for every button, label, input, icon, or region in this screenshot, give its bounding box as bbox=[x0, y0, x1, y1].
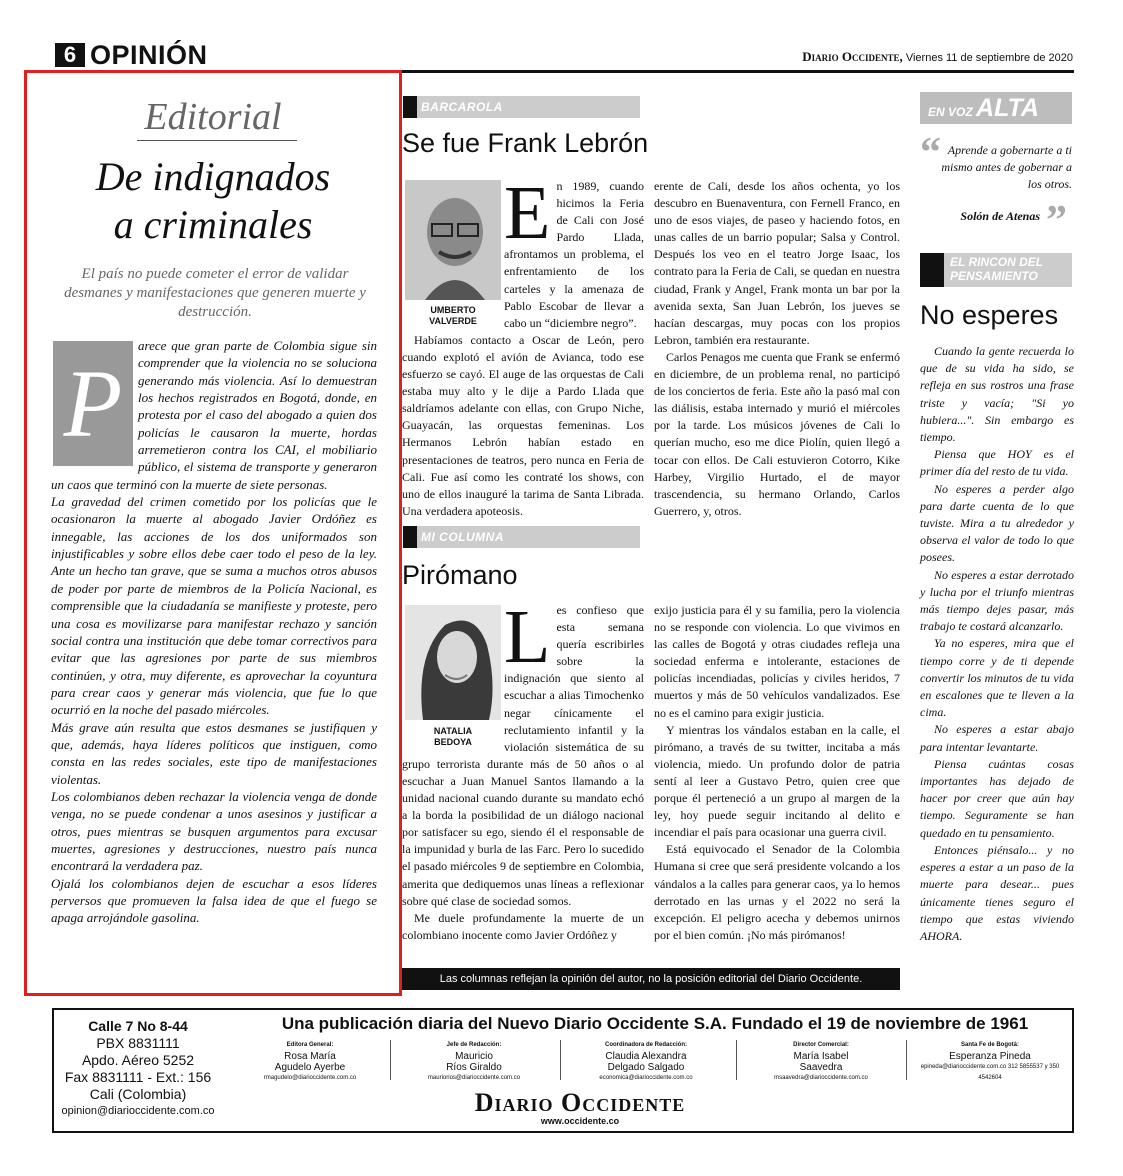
staff-divider bbox=[906, 1040, 907, 1080]
staff-credit: Santa Fe de Bogotá: Esperanza Pineda epineda@diarioccidente.com.co 312 5855537 y 350 4542604 bbox=[920, 1042, 1060, 1081]
rincon-tag: EL RINCON DEL PENSAMIENTO bbox=[920, 253, 1072, 287]
mi-columna-headline: Pirómano bbox=[402, 560, 518, 590]
editorial-dropcap: P bbox=[53, 341, 133, 466]
staff-credit: Editora General: Rosa María Agudelo Ayerbe rmagudelo@diarioccidente.com.co bbox=[263, 1042, 357, 1081]
rincon-paragraph: Cuando la gente recuerda lo que de su vida ha sido, se refleja en sus rostros una frase triste y vacía; "Si yo hubiera...". Sin embargo es tiempo. bbox=[920, 344, 1074, 445]
publication-statement: Una publicación diaria del Nuevo Diario Occidente S.A. Fundado el 19 de noviembre de 1961 bbox=[281, 1014, 1029, 1033]
staff-credit: Jefe de Redacción: Mauricio Ríos Giraldo mauriorios@diarioccidente.com.co bbox=[427, 1042, 521, 1081]
mi-columna-tag: MI COLUMNA bbox=[403, 526, 640, 548]
rincon-paragraph: Entonces piénsalo... y no esperes a estar a un paso de la muerte para desear... pues únicamente tienes seguro el tiempo que estas viviendo AHORA. bbox=[920, 842, 1074, 943]
staff-divider bbox=[560, 1040, 561, 1080]
en-voz-alta-tag: EN VOZ ALTA bbox=[920, 92, 1072, 124]
editorial-subtitle: El país no puede cometer el error de validar desmanes y manifestaciones que generen muerte y destrucción. bbox=[64, 266, 366, 320]
barcarola-lead: n 1989, cuando hicimos la Feria de Cali con José Pardo Llada, afrontamos un problema, el enfrentamiento de los carteles y la amenaza de Pablo Escobar de llevar a cabo un “diciembre negro”. bbox=[504, 179, 644, 330]
barcarola-tag: BARCAROLA bbox=[403, 96, 640, 118]
headline-line-2: a criminales bbox=[113, 202, 313, 247]
headline-line-1: De indignados bbox=[95, 154, 331, 199]
page-number: 6 bbox=[55, 43, 85, 67]
author-caption: UMBERTO VALVERDE bbox=[429, 305, 477, 326]
rincon-headline: No esperes bbox=[920, 300, 1059, 330]
barcarola-headline: Se fue Frank Lebrón bbox=[402, 128, 649, 158]
rincon-paragraph: Piensa que HOY es el primer día del resto de tu vida. bbox=[920, 447, 1074, 479]
editorial-body bbox=[51, 337, 377, 927]
disclaimer-bar: Las columnas reflejan la opinión del autor, no la posición editorial del Diario Occidente. bbox=[402, 968, 900, 990]
quote-text: Aprende a gobernarte a ti mismo antes de gobernar a los otros. bbox=[941, 143, 1072, 191]
mi-columna-column-1 bbox=[402, 602, 644, 962]
barcarola-column-2 bbox=[654, 178, 900, 518]
staff-divider bbox=[390, 1040, 391, 1080]
barcarola-column-1 bbox=[402, 178, 644, 518]
editorial-paragraph: La gravedad del crimen cometido por los policías que le ocasionaron la muerte al abogado Javier Ordóñez es innegable, las acciones de los dos uniformados son injustificables y sobre ellos debe caer todo el peso de la ley. Ante un hecho tan grave, que se suma a muchos otros abusos de poder por parte de miembros de la Policía Nacional, es comprensible que la ciudadanía se manifieste y proteste, pero una cosa es movilizarse para manifestar rechazo y sanción social contra una institución que debe tomar correctivos para evitar que las agresiones por parte de sus miembros continúen, y otra, muy diferente, es aprovechar la coyuntura para crear caos y generar más violencia, que fue lo que ocurrió en la noche del pasado miércoles. bbox=[51, 494, 377, 718]
editorial-paragraph: arece que gran parte de Colombia sigue sin comprender que la violencia no se soluciona generando más violencia. Así lo demuestran los hechos registrados en Bogotá, donde, en protesta por el caso del abogado a quien dos policías le causaron la muerte, hordas arremetieron contra los CAI, el mobiliario público, el sistema de transporte y generaron un caos que terminó con la muerte de siete personas. bbox=[51, 338, 377, 492]
article-paragraph: años o al escuchar a Juan Manuel Santos llamando a la unidad nacional cuando durante su mandato echó a la borda la posibilidad de un diálogo nacional por satisfacer su ego, siendo él el responsable de la impunidad y burla de las Farc. Pero lo sucedido el pasado miércoles 9 de septiembre en Colombia, amerita que dediquemos unas líneas a reflexionar sobre qué clase de sociedad somos. bbox=[402, 756, 644, 908]
editorial-paragraph: Los colombianos deben rechazar la violencia venga de donde venga, no se puede condenar a unos asesinos y justificar a otros, pues mientras se busquen argumentos para excusar muertes, agresiones y destrucciones, nuestro país nunca encontrará la verdadera paz. bbox=[51, 788, 377, 874]
article-paragraph: Me duele profundamente la muerte de un colombiano inocente como Javier Ordóñez y bbox=[402, 910, 644, 942]
paper-name: Diario Occidente, bbox=[802, 49, 903, 64]
article-paragraph: Está equivocado el Senador de la Colombia Humana si cree que será presidente volcando a los vándalos a la calles para generar caos, ya lo hemos derrotado en las urnas y el 2022 no será la excepción. El peligro acecha y debemos unirnos por el bien común. ¡No más pirómanos! bbox=[654, 842, 900, 942]
editorial-paragraph: Ojalá los colombianos dejen de escuchar a esos líderes perversos que promueven la falsa idea de que el fuego se apaga arrojándole gasolina. bbox=[51, 875, 377, 926]
rincon-paragraph: No esperes a perder algo para darte cuenta de lo que tuviste. Mira a tu alrededor y observa el valor de todo lo que posees. bbox=[920, 481, 1074, 565]
article-paragraph: erente de Cali, desde los años ochenta, yo los descubro en Buenaventura, con Fernell Franco, en uno de esos viajes, de paseo y haciendo fotos, en unas calles de un barrio popular; Salsa y Control. Después los veo en el teatro Jorge Isaac, los contrato para la Feria de Cali, se quedan en nuestra ciudad, Frank y Angel, Frank monta un bar por la avenida sexta, San Juan Lebrón, los jueves se hacían descargas, muy pocas con los propios Lebron, también era restaurante. bbox=[654, 179, 900, 347]
mi-columna-dropcap: L bbox=[504, 602, 551, 679]
staff-divider bbox=[736, 1040, 737, 1080]
footer-url[interactable]: www.occidente.co bbox=[540, 1116, 620, 1126]
mi-columna-lead: es confieso que esta semana quería escribirles sobre la indignación que siento al escuchar a alias Timochenko negar cínicamente el reclutamiento infantil y la violación sistemática de su grupo terrorista durante más de 50 bbox=[402, 603, 644, 771]
quote-author: Solón de Atenas bbox=[960, 209, 1040, 223]
issue-date: Viernes 11 de septiembre de 2020 bbox=[905, 52, 1073, 64]
article-paragraph: Y mientras los vándalos estaban en la calle, el pirómano, a través de su twitter, incitaba a más violencia, miedo. Un profundo dolor de patria sentí al leer a Gustavo Petro, quien cree que porque él perteneció a un grupo al margen de la ley, hoy puede seguir incitando al delito e incendiar el país para ocasionar una guerra civil. bbox=[654, 722, 900, 840]
mi-columna-column-2 bbox=[654, 602, 900, 962]
open-quote-icon: “ bbox=[920, 130, 941, 176]
rincon-body bbox=[920, 343, 1074, 945]
close-quote-icon: ” bbox=[1046, 198, 1067, 244]
barcarola-dropcap: E bbox=[504, 178, 551, 255]
rincon-paragraph: No esperes a estar abajo para intentar levantarte. bbox=[920, 722, 1074, 754]
rincon-paragraph: Ya no esperes, mira que el tiempo corre y de ti depende convertir los minutos de tu vida en escalones que te lleven a la cima. bbox=[920, 636, 1074, 720]
editorial-headline bbox=[27, 153, 399, 249]
section-title: OPINIÓN bbox=[90, 40, 208, 70]
staff-credit: Coordinadora de Redacción: Claudia Alexandra Delgado Salgado economica@diarioccidente.com.co bbox=[599, 1042, 693, 1081]
article-paragraph: Habíamos contacto a Oscar de León, pero cuando explotó el avión de Avianca, todo ese esfuerzo se cayó. El auge de las orquestas de Cali estaba muy alto y le dije a Pardo Llada que saldríamos adelante con ellas, con Grupo Niche, Guayacán, las orquestas femeninas. Los Hermanos Lebrón habían estado en presentaciones de teatros, pero nunca en Feria de Cali. Fue así como les contraté los shows, con uno de ellos inauguré la tarima de Santa Librada. Una verdadera apoteosis. bbox=[402, 332, 644, 518]
staff-credit: Director Comercial: María Isabel Saavedra msaavedra@diarioccidente.com.co bbox=[774, 1042, 868, 1081]
masthead-date bbox=[802, 49, 1073, 65]
editorial-kicker: Editorial bbox=[144, 96, 282, 138]
editorial-article bbox=[24, 70, 402, 996]
rincon-paragraph: Piensa cuántas cosas importantes has dejado de hacer por creer que aún hay tiempo. Seguramente se han quedado en tu pensamiento. bbox=[920, 756, 1074, 840]
article-paragraph: exijo justicia para él y su familia, pero la violencia no se responde con violencia. Lo que vivimos en las calles de Bogotá y otras ciudades refleja una sociedad enferma e intolerante, estaciones de policías incendiadas, policías y civiles heridos, 7 muertos y más de 50 vehículos vandalizados. Ese no es el camino para exigir justicia. bbox=[654, 603, 900, 720]
footer-logo: Diario Occidente bbox=[474, 1088, 686, 1117]
author-caption: NATALIA BEDOYA bbox=[433, 726, 473, 747]
article-paragraph: Carlos Penagos me cuenta que Frank se enfermó en diciembre, de un problema renal, no participó de los conciertos de feria. Este año la pasó mal con las diálisis, estaba internado y murió el miércoles por la tarde. Los músicos jóvenes de Cali lo querían mucho, eso me dice Piolín, quien llegó a tocar con ellos. De Cali estuvieron Cotorro, Kike Harbey, Virgilio Hurtado, el de mayor trascendencia, su hermano Orlando, Carlos Guerrero, y, otros. bbox=[654, 349, 900, 518]
contact-block: Calle 7 No 8-44 PBX 8831111 Apdo. Aéreo 5252 Fax 8831111 - Ext.: 156 Cali (Colombia) opinion@diarioccidente.com.co bbox=[61, 1018, 215, 1117]
rincon-paragraph: No esperes a estar derrotado y lucha por el triunfo mientras más tiempo dejes pasar, más trabajo te costará alcanzarlo. bbox=[920, 567, 1074, 634]
editorial-paragraph: Más grave aún resulta que estos desmanes se justifiquen y que, además, haya líderes políticos que instiguen, como consta en las redes sociales, este tipo de manifestaciones violentas. bbox=[51, 719, 377, 787]
kicker-underline bbox=[137, 140, 297, 141]
